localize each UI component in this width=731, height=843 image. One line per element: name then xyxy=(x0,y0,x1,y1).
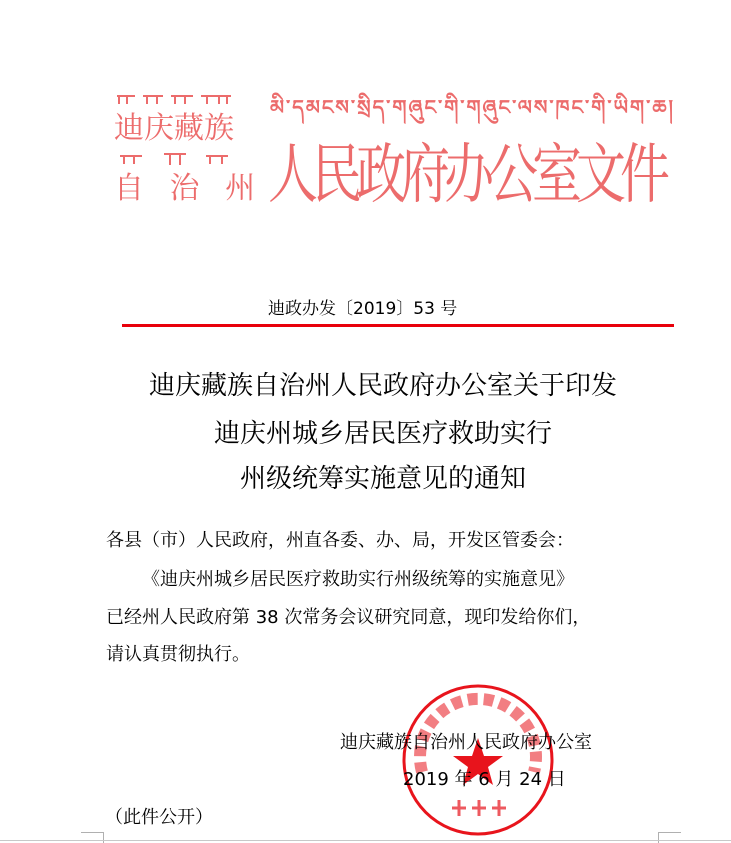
document-number: 迪政办发〔2019〕53 号 xyxy=(268,299,458,319)
letterhead-title: 人民政府办公室文件 xyxy=(268,136,664,213)
issuer-signature: 迪庆藏族自治州人民政府办公室 xyxy=(340,732,592,753)
tibetan-logo-line1 xyxy=(115,92,235,106)
title-line-2: 迪庆州城乡居民医疗救助实行 xyxy=(213,419,552,449)
issue-date: 2019 年 6 月 24 日 xyxy=(403,769,566,790)
title-line-1: 迪庆藏族自治州人民政府办公室关于印发 xyxy=(148,371,617,401)
logo-chinese-line1: 迪庆藏族 xyxy=(114,111,234,146)
tibetan-logo-line2 xyxy=(118,152,233,166)
body-line-1: 《迪庆州城乡居民医疗救助实行州级统筹的实施意见》 xyxy=(142,569,574,590)
page-boundary xyxy=(0,840,731,841)
addressee: 各县（市）人民政府，州直各委、办、局，开发区管委会： xyxy=(106,530,574,551)
body-line-3: 请认真贯彻执行。 xyxy=(106,644,250,665)
official-seal xyxy=(400,680,556,840)
footer-note: （此件公开） xyxy=(105,807,213,828)
body-line-2: 已经州人民政府第 38 次常务会议研究同意，现印发给你们， xyxy=(106,607,591,628)
red-divider xyxy=(122,324,674,327)
logo-chinese-line2: 自 治 州 xyxy=(114,171,264,206)
page-corner-mark-right xyxy=(658,832,681,843)
title-line-3: 州级统筹实施意见的通知 xyxy=(239,464,526,494)
page-corner-mark-left xyxy=(81,832,104,843)
tibetan-title: མི་དམངས་སྲིད་གཞུང་གི་གཞུང་ལས་ཁང་གི་ཡིག་ཆ། xyxy=(270,95,675,119)
